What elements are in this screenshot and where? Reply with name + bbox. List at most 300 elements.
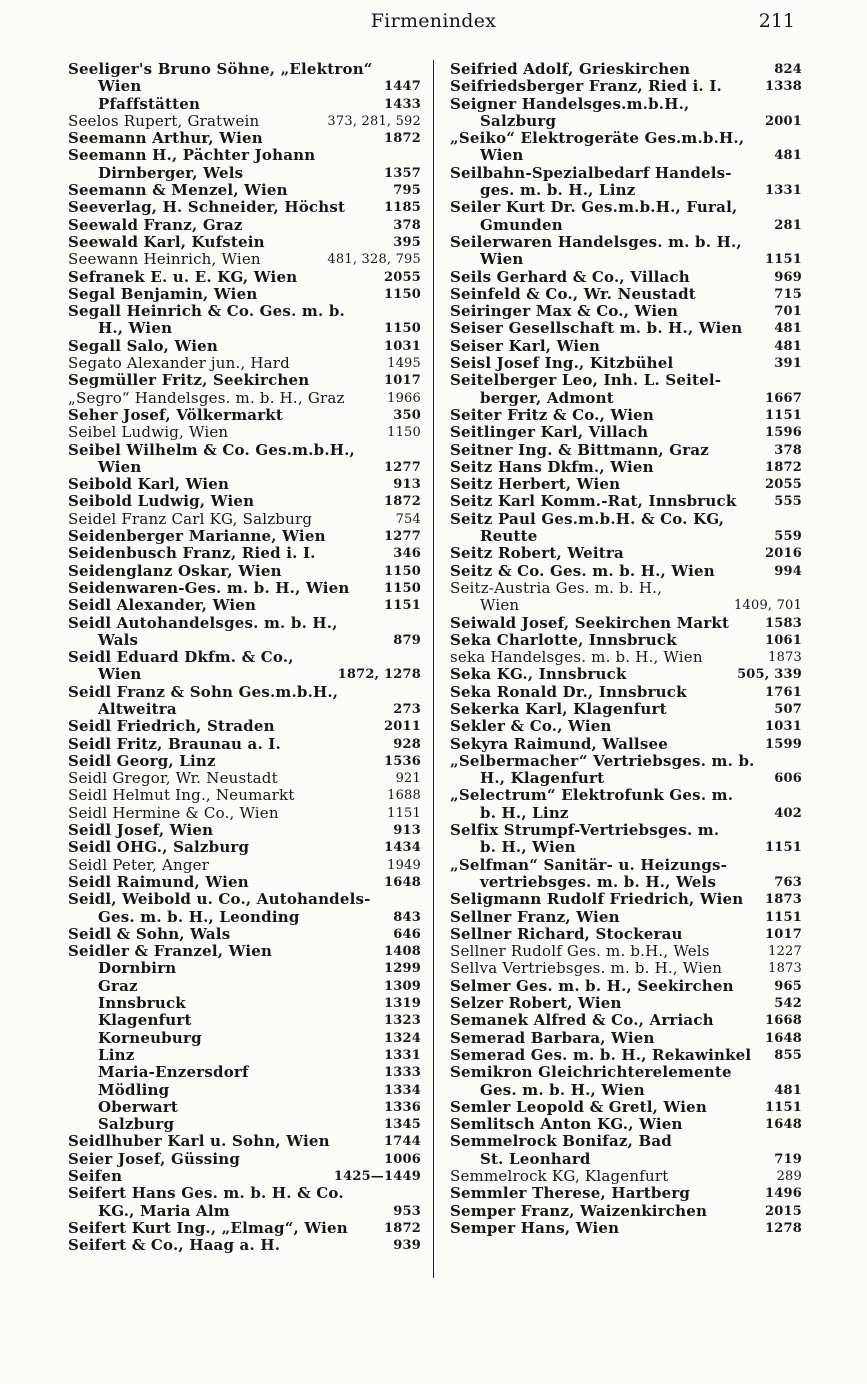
page-reference: 1319 xyxy=(384,996,421,1012)
entry-line xyxy=(68,839,421,856)
page-reference: 879 xyxy=(393,632,421,648)
page-reference: 1017 xyxy=(384,373,421,389)
entry-continuation-line xyxy=(450,217,802,234)
index-entry xyxy=(450,909,802,926)
page-reference: 1447 xyxy=(384,79,421,95)
page-reference: 1495 xyxy=(387,356,421,372)
entry-line xyxy=(68,407,421,424)
entry-line xyxy=(68,61,421,78)
entry-text: „Selectrum“ Elektrofunk Ges. m. xyxy=(450,786,734,805)
index-entry xyxy=(68,528,421,545)
page-reference: 763 xyxy=(774,874,802,890)
column-divider xyxy=(433,60,434,1278)
entry-line xyxy=(68,113,421,130)
entry-text: Seils Gerhard & Co., Villach xyxy=(450,267,690,286)
entry-text: „Selfman“ Sanitär- u. Heizungs- xyxy=(450,855,728,874)
entry-text: Seitlinger Karl, Villach xyxy=(450,423,649,442)
entry-continuation-line xyxy=(68,701,421,718)
index-entry xyxy=(450,424,802,441)
index-entry xyxy=(68,442,421,477)
entry-text: Seifert Hans Ges. m. b. H. & Co. xyxy=(68,1184,344,1203)
index-entry xyxy=(68,147,421,182)
page-reference: 1150 xyxy=(384,580,421,596)
entry-text: Seitelberger Leo, Inh. L. Seitel- xyxy=(450,371,722,390)
entry-text: Seligmann Rudolf Friedrich, Wien xyxy=(450,890,744,909)
entry-text: Seitz-Austria Ges. m. b. H., xyxy=(450,578,663,597)
index-entry xyxy=(450,61,802,78)
page-reference: 481, 328, 795 xyxy=(327,252,421,268)
index-entry xyxy=(68,61,421,113)
entry-line xyxy=(450,822,802,839)
index-entry xyxy=(450,1012,802,1029)
entry-line xyxy=(450,632,802,649)
page-reference: 701 xyxy=(774,304,802,320)
page-reference: 559 xyxy=(774,529,802,545)
page-reference: 542 xyxy=(774,996,802,1012)
entry-line xyxy=(450,320,802,337)
index-entry xyxy=(68,269,421,286)
entry-continuation-line xyxy=(450,390,802,407)
page-reference: 2011 xyxy=(384,719,421,735)
entry-text: Seidenbusch Franz, Ried i. I. xyxy=(68,544,316,563)
entry-text: Salzburg xyxy=(480,111,557,130)
entry-text: Seigner Handelsges.m.b.H., xyxy=(450,94,690,113)
entry-line xyxy=(68,891,421,908)
index-entry xyxy=(450,943,802,960)
page-reference: 921 xyxy=(395,771,421,787)
entry-text: Seisl Josef Ing., Kitzbühel xyxy=(450,354,674,373)
entry-line xyxy=(450,286,802,303)
entry-text: Dornbirn xyxy=(98,959,177,978)
entry-line xyxy=(68,805,421,822)
index-entry xyxy=(450,165,802,200)
entry-text: Seidler & Franzel, Wien xyxy=(68,942,273,961)
page-reference: 1648 xyxy=(765,1030,802,1046)
index-entry xyxy=(68,718,421,735)
index-entry xyxy=(450,926,802,943)
entry-line xyxy=(450,718,802,735)
entry-line xyxy=(68,1237,421,1254)
entry-text: Seewann Heinrich, Wien xyxy=(68,250,261,269)
index-entry xyxy=(450,787,802,822)
entry-text: Seidl Friedrich, Straden xyxy=(68,717,275,736)
entry-line xyxy=(450,666,802,683)
page-reference: 1596 xyxy=(765,425,802,441)
entry-text: vertriebsges. m. b. H., Wels xyxy=(480,872,717,891)
entry-text: Seitner Ing. & Bittmann, Graz xyxy=(450,440,710,459)
entry-text: Seiler Kurt Dr. Ges.m.b.H., Fural, xyxy=(450,198,738,217)
index-entry xyxy=(450,1047,802,1064)
entry-line xyxy=(68,528,421,545)
entry-text: Seifen xyxy=(68,1167,123,1185)
index-entry xyxy=(450,822,802,857)
index-entry xyxy=(68,1185,421,1220)
entry-line xyxy=(450,493,802,510)
entry-line xyxy=(450,476,802,493)
page-reference: 1336 xyxy=(384,1099,421,1115)
index-entry xyxy=(68,545,421,562)
index-entry xyxy=(68,303,421,338)
entry-line xyxy=(450,753,802,770)
entry-text: Seeliger's Bruno Söhne, „Elektron“ xyxy=(68,60,373,78)
page-reference: 1031 xyxy=(384,338,421,354)
page-reference: 1496 xyxy=(765,1186,802,1202)
entry-line xyxy=(450,338,802,355)
page-reference: 1299 xyxy=(384,961,421,977)
entry-text: Seilerwaren Handelsges. m. b. H., xyxy=(450,232,742,251)
index-entry xyxy=(450,891,802,908)
entry-line xyxy=(68,217,421,234)
entry-text: Seidl Hermine & Co., Wien xyxy=(68,803,279,822)
entry-text: Sekler & Co., Wien xyxy=(450,717,612,736)
index-entry xyxy=(68,424,421,441)
entry-text: Semanek Alfred & Co., Arriach xyxy=(450,1011,714,1030)
page-reference: 1151 xyxy=(765,909,802,925)
entry-text: Pfaffstätten xyxy=(98,94,201,113)
index-entry xyxy=(450,476,802,493)
entry-text: ges. m. b. H., Linz xyxy=(480,181,636,200)
entry-text: Seelos Rupert, Gratwein xyxy=(68,111,260,130)
page-reference: 1227 xyxy=(768,944,802,960)
entry-text: Seidl Josef, Wien xyxy=(68,821,214,840)
entry-line xyxy=(68,943,421,960)
page-reference: 1761 xyxy=(765,684,802,700)
entry-text: Wien xyxy=(98,77,142,96)
index-entry xyxy=(68,1237,421,1254)
entry-continuation-line xyxy=(450,113,802,130)
entry-text: Sellner Franz, Wien xyxy=(450,907,620,926)
index-entry xyxy=(450,286,802,303)
entry-text: Seewald Franz, Graz xyxy=(68,215,243,234)
entry-text: Seidl Franz & Sohn Ges.m.b.H., xyxy=(68,682,339,701)
entry-text: Seibold Ludwig, Wien xyxy=(68,492,255,511)
entry-continuation-line xyxy=(450,1151,802,1168)
index-entry xyxy=(450,1116,802,1133)
index-entry xyxy=(450,1133,802,1168)
index-entry xyxy=(450,199,802,234)
entry-line xyxy=(450,1168,802,1185)
entry-line xyxy=(450,960,802,977)
entry-text: Sellner Richard, Stockerau xyxy=(450,924,683,943)
entry-line xyxy=(450,1064,802,1081)
page-reference: 1331 xyxy=(765,183,802,199)
page-reference: 2055 xyxy=(384,269,421,285)
index-entry xyxy=(450,1064,802,1099)
page-reference: 1873 xyxy=(765,892,802,908)
entry-line xyxy=(450,1220,802,1237)
index-entry xyxy=(450,303,802,320)
entry-text: Seemann Arthur, Wien xyxy=(68,129,263,148)
index-entry xyxy=(68,580,421,597)
page-reference: 289 xyxy=(776,1169,802,1184)
page-reference: 395 xyxy=(393,234,421,250)
page-reference: 1151 xyxy=(765,407,802,423)
entry-continuation-line xyxy=(68,978,421,995)
entry-text: Seidl Raimund, Wien xyxy=(68,872,249,891)
entry-text: Sekerka Karl, Klagenfurt xyxy=(450,699,667,718)
entry-line xyxy=(450,1012,802,1029)
page-header xyxy=(0,10,867,36)
entry-line xyxy=(68,597,421,614)
entry-line xyxy=(450,1185,802,1202)
index-entry xyxy=(68,251,421,268)
index-entry xyxy=(450,1185,802,1202)
page-reference: 928 xyxy=(393,736,421,752)
page-reference: 481 xyxy=(774,1082,802,1098)
entry-text: b. H., Linz xyxy=(480,803,569,822)
entry-text: Segall Salo, Wien xyxy=(68,336,219,355)
page-reference: 1150 xyxy=(384,321,421,337)
page-reference: 754 xyxy=(395,511,421,527)
page-reference: 402 xyxy=(774,805,802,821)
index-entry xyxy=(68,943,421,1133)
entry-continuation-line xyxy=(68,96,421,113)
index-entry xyxy=(68,182,421,199)
entry-continuation-line xyxy=(68,1064,421,1081)
index-entry xyxy=(450,563,802,580)
page-reference: 507 xyxy=(774,701,802,717)
entry-text: Wien xyxy=(98,457,142,476)
entry-line xyxy=(68,234,421,251)
entry-text: Seiter Fritz & Co., Wien xyxy=(450,405,654,424)
page-reference: 1277 xyxy=(384,529,421,545)
page-reference: 1151 xyxy=(765,252,802,268)
entry-text: KG., Maria Alm xyxy=(98,1201,230,1220)
entry-text: Seidl Fritz, Braunau a. I. xyxy=(68,734,281,753)
page-reference: 855 xyxy=(774,1047,802,1063)
page-reference: 1323 xyxy=(384,1013,421,1029)
entry-text: Oberwart xyxy=(98,1097,179,1116)
entry-text: Seidl Alexander, Wien xyxy=(68,596,257,615)
entry-line xyxy=(68,926,421,943)
page-reference: 481 xyxy=(774,338,802,354)
index-entry xyxy=(450,545,802,562)
page-reference: 1873 xyxy=(768,650,802,666)
entry-text: Dirnberger, Wels xyxy=(98,163,244,182)
entry-continuation-line xyxy=(68,909,421,926)
index-entry xyxy=(450,718,802,735)
index-entry xyxy=(450,960,802,977)
index-entry xyxy=(450,684,802,701)
entry-text: b. H., Wien xyxy=(480,838,576,857)
page-reference: 953 xyxy=(393,1203,421,1219)
page-reference: 1433 xyxy=(384,96,421,112)
entry-continuation-line xyxy=(68,995,421,1012)
entry-text: Sefranek E. u. E. KG, Wien xyxy=(68,267,298,286)
entry-text: Seifert & Co., Haag a. H. xyxy=(68,1236,281,1255)
page-reference: 824 xyxy=(774,62,802,77)
entry-text: Innsbruck xyxy=(98,994,186,1013)
index-entry xyxy=(450,96,802,131)
entry-text: Selmer Ges. m. b. H., Seekirchen xyxy=(450,976,734,995)
entry-continuation-line xyxy=(68,960,421,977)
entry-text: Segato Alexander jun., Hard xyxy=(68,354,290,373)
entry-continuation-line xyxy=(68,1116,421,1133)
page-reference: 481 xyxy=(774,148,802,164)
entry-line xyxy=(450,355,802,372)
entry-continuation-line xyxy=(68,632,421,649)
page-reference: 1873 xyxy=(768,961,802,977)
index-entry xyxy=(68,857,421,874)
page-reference: 1872 xyxy=(384,1220,421,1236)
entry-continuation-line xyxy=(450,770,802,787)
index-entry xyxy=(450,407,802,424)
entry-line xyxy=(450,303,802,320)
index-entry xyxy=(450,372,802,407)
entry-line xyxy=(68,1185,421,1202)
page-reference: 913 xyxy=(393,823,421,839)
entry-line xyxy=(450,459,802,476)
entry-line xyxy=(450,234,802,251)
entry-line xyxy=(68,770,421,787)
entry-line xyxy=(68,545,421,562)
page-reference: 2015 xyxy=(765,1203,802,1219)
entry-text: Seher Josef, Völkermarkt xyxy=(68,405,284,424)
entry-text: „Selbermacher“ Vertriebsges. m. b. xyxy=(450,751,755,770)
entry-text: Seifriedsberger Franz, Ried i. I. xyxy=(450,77,722,96)
index-entry xyxy=(68,1220,421,1237)
index-entry xyxy=(450,632,802,649)
entry-line xyxy=(450,909,802,926)
index-entry xyxy=(68,1168,421,1185)
page-reference: 378 xyxy=(774,442,802,458)
entry-line xyxy=(450,199,802,216)
page-reference: 1150 xyxy=(384,286,421,302)
index-entry xyxy=(450,701,802,718)
entry-text: Segal Benjamin, Wien xyxy=(68,284,258,303)
entry-text: Selzer Robert, Wien xyxy=(450,994,622,1013)
entry-text: Linz xyxy=(98,1045,135,1064)
entry-text: Seitz Karl Komm.-Rat, Innsbruck xyxy=(450,492,737,511)
entry-line xyxy=(68,1151,421,1168)
page-reference: 795 xyxy=(393,183,421,199)
entry-text: Wien xyxy=(480,146,524,165)
entry-text: Semlitsch Anton KG., Wien xyxy=(450,1115,683,1134)
page-reference: 481 xyxy=(774,321,802,337)
entry-line xyxy=(450,580,802,597)
entry-line xyxy=(68,442,421,459)
entry-line xyxy=(450,424,802,441)
page-reference: 1185 xyxy=(384,200,421,216)
index-entry xyxy=(450,753,802,788)
index-entry xyxy=(68,736,421,753)
entry-text: Seidenberger Marianne, Wien xyxy=(68,527,326,546)
page-reference: 281 xyxy=(774,217,802,233)
entry-line xyxy=(450,943,802,960)
index-entry xyxy=(450,338,802,355)
entry-continuation-line xyxy=(450,182,802,199)
entry-text: Seidenglanz Oskar, Wien xyxy=(68,561,282,580)
entry-line xyxy=(450,736,802,753)
entry-text: Seidl Helmut Ing., Neumarkt xyxy=(68,786,295,805)
entry-line xyxy=(68,476,421,493)
page-reference: 346 xyxy=(393,546,421,562)
entry-line xyxy=(68,684,421,701)
page-reference: 1150 xyxy=(384,563,421,579)
index-entry xyxy=(68,891,421,926)
entry-text: Seiringer Max & Co., Wien xyxy=(450,302,679,321)
entry-text: Gmunden xyxy=(480,215,563,234)
entry-continuation-line xyxy=(68,1030,421,1047)
entry-text: Seeverlag, H. Schneider, Höchst xyxy=(68,198,346,217)
page-reference: 1408 xyxy=(384,944,421,960)
entry-continuation-line xyxy=(68,1099,421,1116)
page-reference: 965 xyxy=(774,978,802,994)
index-entry xyxy=(68,113,421,130)
index-entry xyxy=(68,787,421,804)
entry-continuation-line xyxy=(450,1082,802,1099)
entry-line xyxy=(68,857,421,874)
page-reference: 1872 xyxy=(765,459,802,475)
entry-continuation-line xyxy=(450,839,802,856)
index-entry xyxy=(450,78,802,95)
entry-text: Seiser Karl, Wien xyxy=(450,336,601,355)
entry-line xyxy=(450,787,802,804)
index-entry xyxy=(450,234,802,269)
entry-line xyxy=(68,182,421,199)
entry-line xyxy=(450,130,802,147)
index-entry xyxy=(68,926,421,943)
index-entry xyxy=(68,805,421,822)
entry-line xyxy=(450,615,802,632)
page-reference: 715 xyxy=(774,286,802,302)
entry-line xyxy=(68,147,421,164)
entry-text: Seidl & Sohn, Wals xyxy=(68,924,231,943)
index-entry xyxy=(68,476,421,493)
entry-line xyxy=(450,545,802,562)
index-entry xyxy=(68,390,421,407)
entry-continuation-line xyxy=(450,874,802,891)
entry-text: Wien xyxy=(480,596,520,615)
index-entry xyxy=(68,753,421,770)
entry-text: Seemann H., Pächter Johann xyxy=(68,146,316,165)
entry-line xyxy=(450,1133,802,1150)
entry-text: Seilbahn-Spezialbedarf Handels- xyxy=(450,163,732,182)
entry-line xyxy=(68,718,421,735)
page-reference: 1151 xyxy=(765,1099,802,1115)
entry-continuation-line xyxy=(68,1203,421,1220)
entry-line xyxy=(450,563,802,580)
page-reference: 1425—1449 xyxy=(333,1169,421,1184)
index-entry xyxy=(450,995,802,1012)
entry-line xyxy=(450,926,802,943)
index-entry xyxy=(68,199,421,216)
entry-line xyxy=(68,372,421,389)
page-reference: 350 xyxy=(393,407,421,423)
index-entry xyxy=(450,320,802,337)
entry-text: „Seiko“ Elektrogeräte Ges.m.b.H., xyxy=(450,129,745,148)
entry-text: Ges. m. b. H., Leonding xyxy=(98,907,300,926)
page-reference: 843 xyxy=(393,909,421,925)
entry-text: Korneuburg xyxy=(98,1028,202,1047)
entry-continuation-line xyxy=(450,805,802,822)
entry-text: Seitz Herbert, Wien xyxy=(450,475,621,494)
entry-text: Ges. m. b. H., Wien xyxy=(480,1080,645,1099)
page-reference: 913 xyxy=(393,477,421,493)
page-reference: 373, 281, 592 xyxy=(327,113,421,129)
page-reference: 1966 xyxy=(387,390,421,406)
index-entry xyxy=(68,563,421,580)
index-entry xyxy=(450,1168,802,1185)
entry-text: Wien xyxy=(480,250,524,269)
entry-text: Sellner Rudolf Ges. m. b.H., Wels xyxy=(450,942,710,961)
entry-line xyxy=(450,511,802,528)
entry-text: Seka Charlotte, Innsbruck xyxy=(450,630,677,649)
entry-text: Seidlhuber Karl u. Sohn, Wien xyxy=(68,1132,330,1151)
page-reference: 1667 xyxy=(765,390,802,406)
page-reference: 1872 xyxy=(384,494,421,510)
page-reference: 1278 xyxy=(765,1220,802,1236)
